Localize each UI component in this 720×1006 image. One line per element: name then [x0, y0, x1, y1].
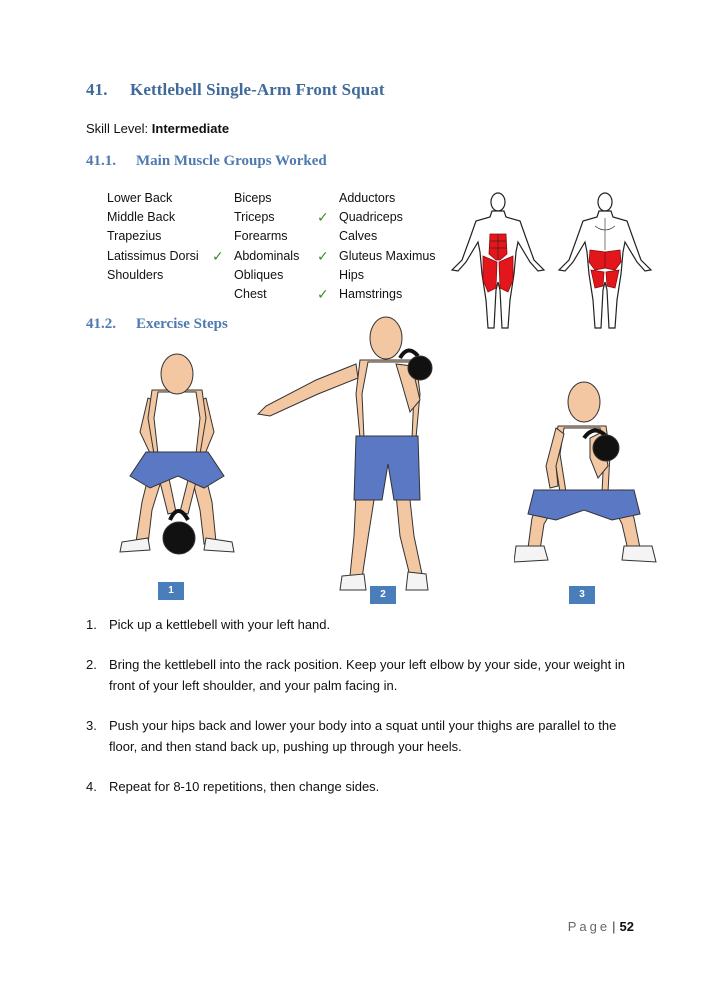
skill-value: Intermediate	[151, 121, 230, 136]
exercise-steps-list	[86, 614, 646, 816]
muscle-item: Adductors	[339, 191, 396, 205]
check-icon: ✓	[317, 247, 329, 264]
muscle-item: Triceps	[234, 210, 275, 225]
step-number: 3.	[86, 718, 97, 733]
steps-section-title: Exercise Steps	[136, 316, 228, 332]
muscle-column-1	[107, 189, 237, 285]
anatomy-back-figure-icon	[555, 190, 655, 332]
page-footer	[568, 919, 634, 934]
figure-1-badge: 1	[158, 582, 184, 600]
step-text: Pick up a kettlebell with your left hand.	[109, 617, 331, 632]
muscle-item-checked: ✓ Gluteus Maximus	[339, 247, 469, 266]
step-item	[86, 715, 646, 757]
exercise-figure-2	[256, 314, 440, 596]
muscle-item-checked: ✓ Hamstrings	[339, 285, 469, 304]
exercise-figure-3	[514, 378, 660, 578]
page-separator: |	[612, 919, 616, 934]
step-item	[86, 654, 646, 696]
muscle-item-checked: ✓ Abdominals	[234, 247, 364, 266]
check-icon: ✓	[317, 285, 329, 302]
step-number: 4.	[86, 779, 97, 794]
muscle-item: Obliques	[234, 267, 284, 282]
muscle-item: Shoulders	[107, 267, 164, 282]
step-number: 1.	[86, 617, 97, 632]
exercise-figure-1	[112, 352, 242, 572]
muscle-section-title: Main Muscle Groups Worked	[136, 153, 327, 169]
anatomy-front-figure-icon	[448, 190, 548, 332]
step-text: Bring the kettlebell into the rack position. Keep your left elbow by your side, your weight in front of your left shoulder, and your palm facing in.	[109, 657, 625, 693]
muscle-item: Latissimus Dorsi	[107, 248, 199, 263]
skill-label: Skill Level:	[86, 121, 149, 136]
skill-level	[86, 121, 229, 136]
muscle-item: Hips	[339, 267, 365, 282]
muscle-item: Forearms	[234, 229, 288, 244]
muscle-item: Lower Back	[107, 191, 173, 205]
step-number: 2.	[86, 657, 97, 672]
figure-2-badge: 2	[370, 586, 396, 604]
section-title-text: Kettlebell Single-Arm Front Squat	[130, 80, 385, 99]
exercise-steps-heading	[86, 316, 228, 333]
muscle-item: Chest	[234, 286, 267, 301]
check-icon: ✓	[212, 247, 224, 264]
muscle-item: Trapezius	[107, 229, 162, 244]
step-text: Push your hips back and lower your body into a squat until your thighs are parallel to the floor, and then stand back up, pushing up through your heels.	[109, 718, 617, 754]
page-number: 52	[619, 919, 634, 934]
muscle-item-checked: ✓ Quadriceps	[339, 208, 469, 227]
steps-section-number: 41.2.	[86, 316, 116, 332]
muscle-item: Middle Back	[107, 210, 176, 225]
page-label: Page	[567, 919, 611, 934]
step-item	[86, 776, 646, 797]
step-item	[86, 614, 646, 635]
section-title	[86, 80, 385, 100]
muscle-item: Biceps	[234, 191, 272, 205]
muscle-groups-heading	[86, 153, 327, 170]
section-number: 41.	[86, 80, 108, 99]
muscle-item: Calves	[339, 229, 378, 244]
muscle-section-number: 41.1.	[86, 153, 116, 169]
figure-3-badge: 3	[569, 586, 595, 604]
check-icon: ✓	[317, 209, 329, 226]
step-text: Repeat for 8-10 repetitions, then change sides.	[109, 779, 380, 794]
